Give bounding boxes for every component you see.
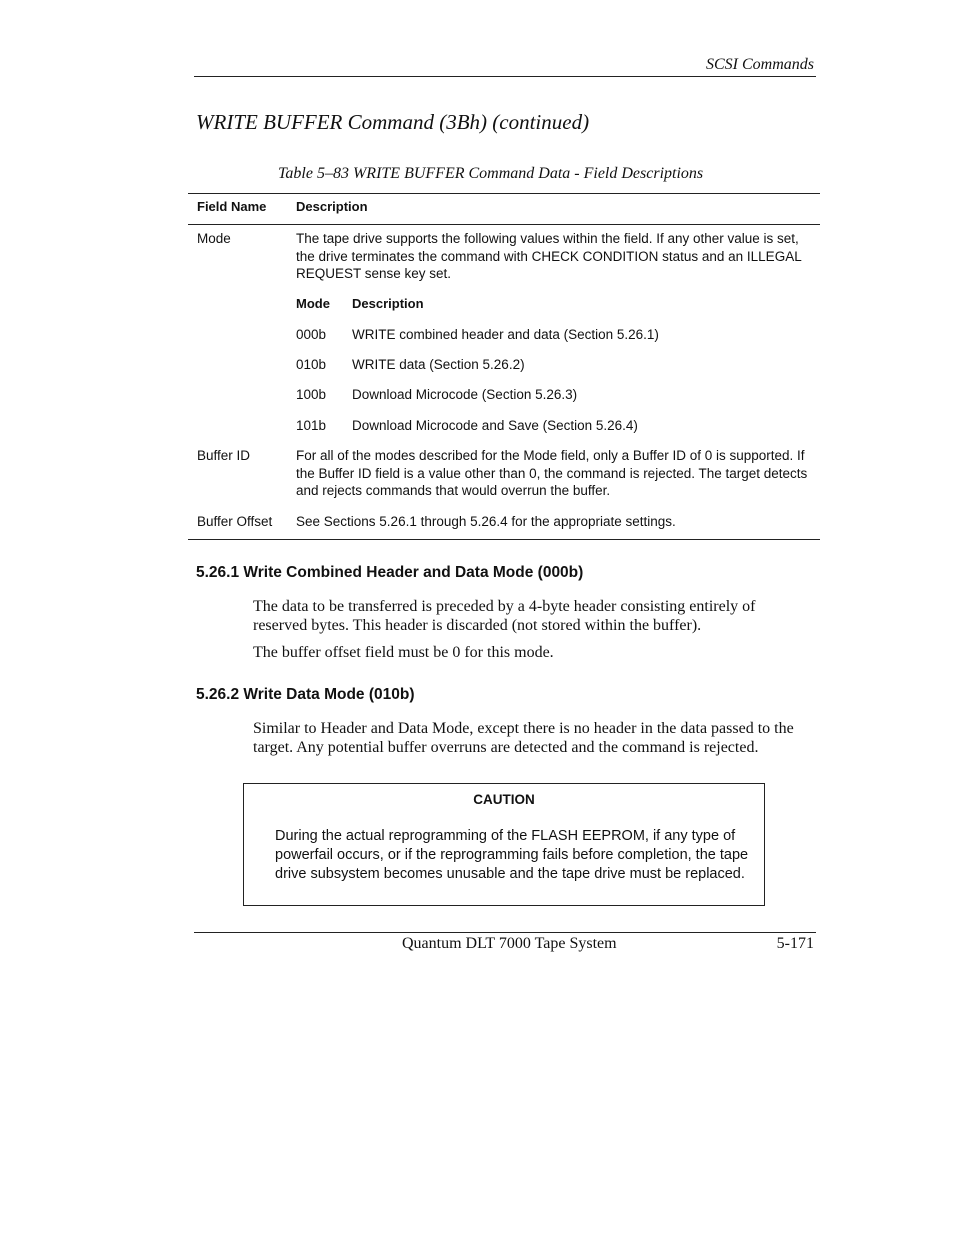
- subtable-mode-value: 101b: [296, 418, 327, 433]
- footer-page-number: 5-171: [776, 935, 814, 952]
- subtable-mode-description: Download Microcode (Section 5.26.3): [352, 387, 578, 402]
- table-row-mode-description: The tape drive supports the following values within the field. If any other value is set, the drive terminates the command with CHECK CONDITION status and an ILLEGAL REQUEST sense key set.: [296, 231, 802, 281]
- table-header-description: Description: [296, 199, 368, 214]
- subtable-header-mode: Mode: [296, 296, 330, 311]
- footer-product-name: Quantum DLT 7000 Tape System: [402, 935, 617, 952]
- table-top-rule: [188, 193, 820, 194]
- subtable-mode-value: 100b: [296, 387, 327, 402]
- section-5-26-1-paragraph: The buffer offset field must be 0 for this mode.: [253, 644, 554, 661]
- caution-text: During the actual reprogramming of the FLASH EEPROM, if any type of powerfail occurs, or if the reprogramming fails before completion, the tape drive subsystem becomes unusable and the tape drive must be replaced.: [275, 828, 749, 882]
- table-row-buffer-offset-description: See Sections 5.26.1 through 5.26.4 for the appropriate settings.: [296, 514, 676, 529]
- caution-title: CAUTION: [473, 792, 535, 807]
- subtable-mode-value: 010b: [296, 357, 327, 372]
- table-row-buffer-id-description: For all of the modes described for the Mode field, only a Buffer ID of 0 is supported. If the Buffer ID field is a value other than 0, the command is rejected. The target detects and rejects commands that would overrun the buffer.: [296, 448, 808, 498]
- subtable-mode-value: 000b: [296, 327, 327, 342]
- table-bottom-rule: [188, 539, 820, 540]
- caution-box: [243, 783, 765, 906]
- table-row-buffer-id-field: Buffer ID: [197, 448, 251, 463]
- footer-rule: [194, 932, 816, 933]
- section-5-26-1-paragraph: The data to be transferred is preceded by a 4-byte header consisting entirely of reserved bytes. This header is discarded (not stored within the buffer).: [253, 598, 756, 634]
- section-heading-5-26-1: 5.26.1 Write Combined Header and Data Mode (000b): [196, 564, 584, 581]
- table-header-rule: [188, 224, 820, 225]
- subtable-header-description: Description: [352, 296, 424, 311]
- section-heading-5-26-2: 5.26.2 Write Data Mode (010b): [196, 686, 415, 703]
- subtable-mode-description: WRITE data (Section 5.26.2): [352, 357, 525, 372]
- page-title: WRITE BUFFER Command (3Bh) (continued): [196, 110, 590, 134]
- running-header-section: SCSI Commands: [705, 56, 814, 73]
- section-5-26-2-paragraph: Similar to Header and Data Mode, except there is no header in the data passed to the target. Any potential buffer overruns are detected and the command is rejected.: [253, 720, 794, 756]
- table-row-mode-field: Mode: [197, 231, 231, 246]
- table-header-field-name: Field Name: [197, 199, 267, 214]
- table-caption: Table 5–83 WRITE BUFFER Command Data - Field Descriptions: [278, 165, 704, 182]
- table-row-buffer-offset-field: Buffer Offset: [197, 514, 273, 529]
- header-rule: [194, 76, 816, 77]
- subtable-mode-description: WRITE combined header and data (Section 5.26.1): [352, 327, 659, 342]
- subtable-mode-description: Download Microcode and Save (Section 5.26.4): [352, 418, 638, 433]
